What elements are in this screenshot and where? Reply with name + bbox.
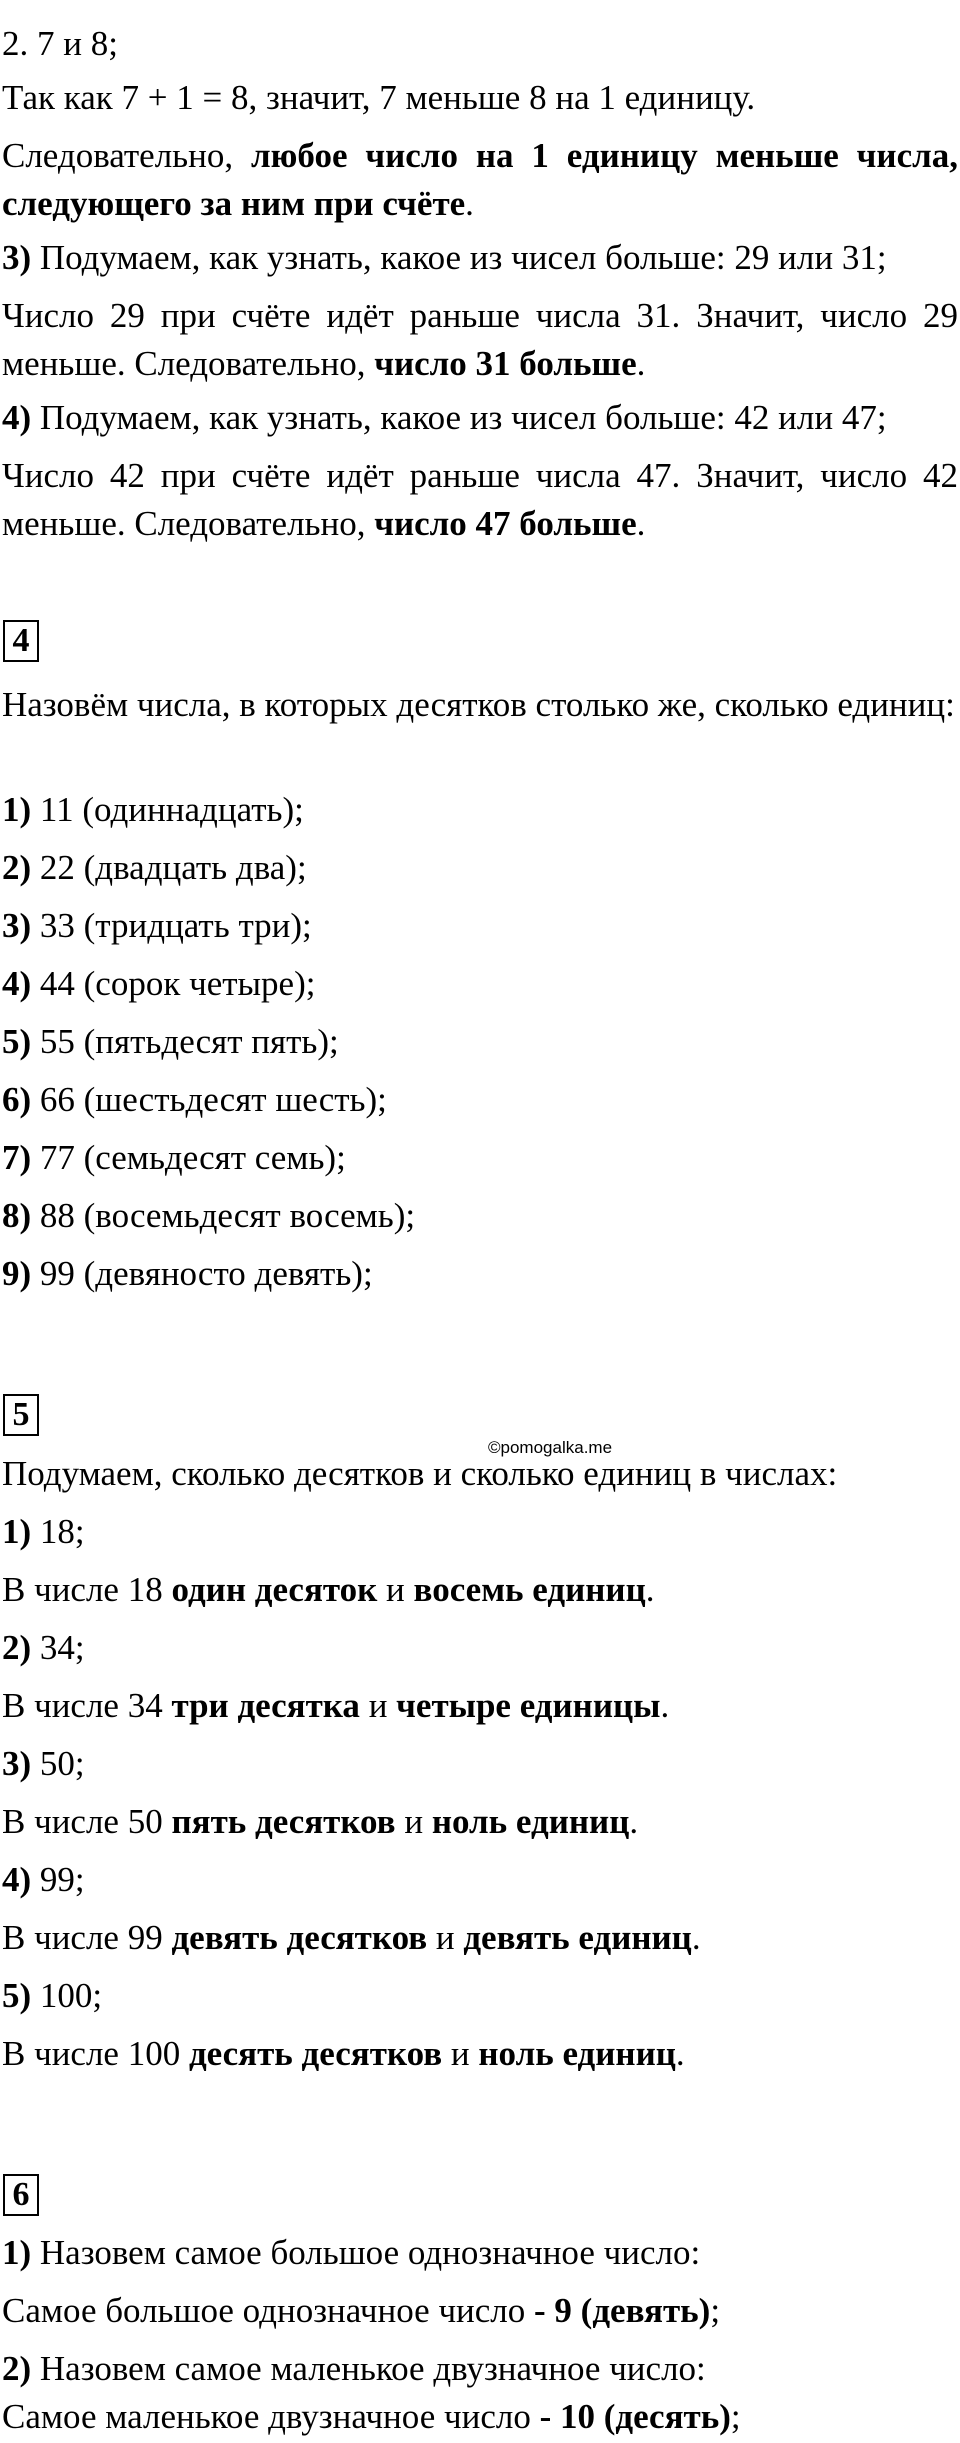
item-num: 4) [2,1860,32,1899]
part3-answer-end: . [636,344,646,383]
item-text: 66 (шестьдесят шесть); [31,1080,387,1119]
answer-prefix: В числе 100 [2,2034,189,2073]
answer-prefix: Самое большое однозначное число [2,2291,535,2330]
answer-end: . [660,1686,670,1725]
task-4-item [2,1252,373,1296]
task-5-item-answer [2,1800,638,1844]
task-6-question-2 [2,2347,706,2391]
part4-answer-bold: число 47 больше [374,504,637,543]
task-5-item-value [2,1510,85,1554]
answer-end: . [629,1802,639,1841]
part4-answer [2,452,958,548]
item-2-text: 2. 7 и 8; [2,24,118,63]
item-text: 11 (одиннадцать); [31,790,304,829]
item-text: 88 (восемьдесят восемь); [31,1196,416,1235]
answer-prefix: Самое маленькое двузначное число [2,2397,540,2436]
answer-prefix: В числе 50 [2,1802,172,1841]
answer-end: . [675,2034,685,2073]
item-num: 1) [2,2233,32,2272]
item-value: 34; [31,1628,85,1667]
item-num: 5) [2,1022,32,1061]
item-text: 33 (тридцать три); [31,906,312,945]
answer-tens: пять десятков [171,1802,396,1841]
item-num: 5) [2,1976,32,2015]
explain-line [2,76,755,120]
question-text: Назовем самое маленькое двузначное число: [31,2349,706,2388]
task-5-item-answer [2,1568,654,1612]
question-text: Назовем самое большое однозначное число: [31,2233,701,2272]
part4-question-text: Подумаем, как узнать, какое из чисел больше: 42 или 47; [31,398,887,437]
item-text: 44 (сорок четыре); [31,964,316,1003]
task-6-question-1 [2,2231,700,2275]
item-num: 1) [2,1512,32,1551]
answer-and: и [427,1918,464,1957]
part4-question [2,396,887,440]
task-5-item-answer [2,1916,701,1960]
task-4-item [2,788,304,832]
task-4-number-box: 4 [3,620,39,662]
task-4-intro: Назовём числа, в которых десятков столько же, сколько единиц: [2,685,955,724]
item-num: 8) [2,1196,32,1235]
answer-end: . [691,1918,701,1957]
item-text: 77 (семьдесят семь); [31,1138,346,1177]
answer-prefix: В числе 34 [2,1686,172,1725]
item-value: 99; [31,1860,85,1899]
task-4-item [2,1078,387,1122]
item-num: 7) [2,1138,32,1177]
item-text: 99 (девяносто девять); [31,1254,373,1293]
answer-and: и [359,1686,397,1725]
item-num: 6) [2,1080,32,1119]
task-5-number-box: 5 [3,1394,39,1436]
explain-text: Так как 7 + 1 = 8, значит, 7 меньше 8 на 1 единицу. [2,78,756,117]
item-text: 55 (пятьдесят пять); [31,1022,339,1061]
answer-units: девять единиц [463,1918,692,1957]
task-6-number-box: 6 [3,2174,39,2216]
answer-units: ноль единиц [431,1802,630,1841]
part3-answer [2,292,958,388]
item-num: 4) [2,964,32,1003]
task-4-item [2,1136,346,1180]
answer-bold: - 9 (девять) [534,2291,711,2330]
task-4-item [2,1194,415,1238]
part3-answer-bold: число 31 больше [374,344,637,383]
conclusion-paragraph [2,132,958,228]
answer-and: и [395,1802,432,1841]
answer-end: . [645,1570,655,1609]
task-5-intro: Подумаем, сколько десятков и сколько единиц в числах: [2,1454,838,1493]
task-6-answer-1 [2,2289,720,2333]
part4-num: 4) [2,398,32,437]
answer-units: ноль единиц [478,2034,676,2073]
task-4-item [2,846,307,890]
answer-tens: один десяток [171,1570,378,1609]
task-5-item-value [2,1974,102,2018]
item-num: 2) [2,848,32,887]
item-num: 3) [2,906,32,945]
item-value: 50; [31,1744,85,1783]
answer-prefix: В числе 18 [2,1570,172,1609]
answer-prefix: В числе 99 [2,1918,172,1957]
answer-tens: три десятка [171,1686,360,1725]
answer-bold: - 10 (десять) [539,2397,731,2436]
conclusion-bold: любое число на 1 единицу меньше числа, следующего за ним при счёте [2,136,958,223]
part4-answer-end: . [636,504,646,543]
conclusion-prefix: Следовательно, [2,136,252,175]
task-5-item-answer [2,2032,685,2076]
task-5-item-value [2,1858,85,1902]
item-text: 22 (двадцать два); [31,848,307,887]
item-num: 3) [2,1744,32,1783]
task-5-item-value [2,1626,85,1670]
watermark: ©pomogalka.me [488,1438,613,1457]
item-value: 18; [31,1512,85,1551]
part3-num: 3) [2,238,32,277]
task-5-item-answer [2,1684,669,1728]
answer-units: восемь единиц [413,1570,646,1609]
task-4-item [2,962,315,1006]
task-5-item-value [2,1742,85,1786]
item-num: 1) [2,790,32,829]
answer-end: ; [730,2397,741,2436]
answer-end: ; [710,2291,721,2330]
item-num: 2) [2,2349,32,2388]
answer-and: и [377,1570,414,1609]
part3-answer-prefix: Число 29 при счёте идёт раньше числа 31. Значит, число 29 меньше. Следовательно, [2,296,958,383]
part3-question [2,236,887,280]
item-num: 9) [2,1254,32,1293]
item-num: 2) [2,1628,32,1667]
answer-and: и [442,2034,479,2073]
answer-tens: десять десятков [188,2034,443,2073]
task-4-item [2,904,312,948]
answer-tens: девять десятков [171,1918,428,1957]
conclusion-end: . [465,184,474,223]
answer-units: четыре единицы [396,1686,661,1725]
item-value: 100; [31,1976,103,2015]
part4-answer-prefix: Число 42 при счёте идёт раньше числа 47. Значит, число 42 меньше. Следовательно, [2,456,958,543]
task-4-item [2,1020,339,1064]
task-6-answer-2 [2,2395,741,2439]
part3-question-text: Подумаем, как узнать, какое из чисел больше: 29 или 31; [31,238,887,277]
item-2-line [2,22,118,66]
